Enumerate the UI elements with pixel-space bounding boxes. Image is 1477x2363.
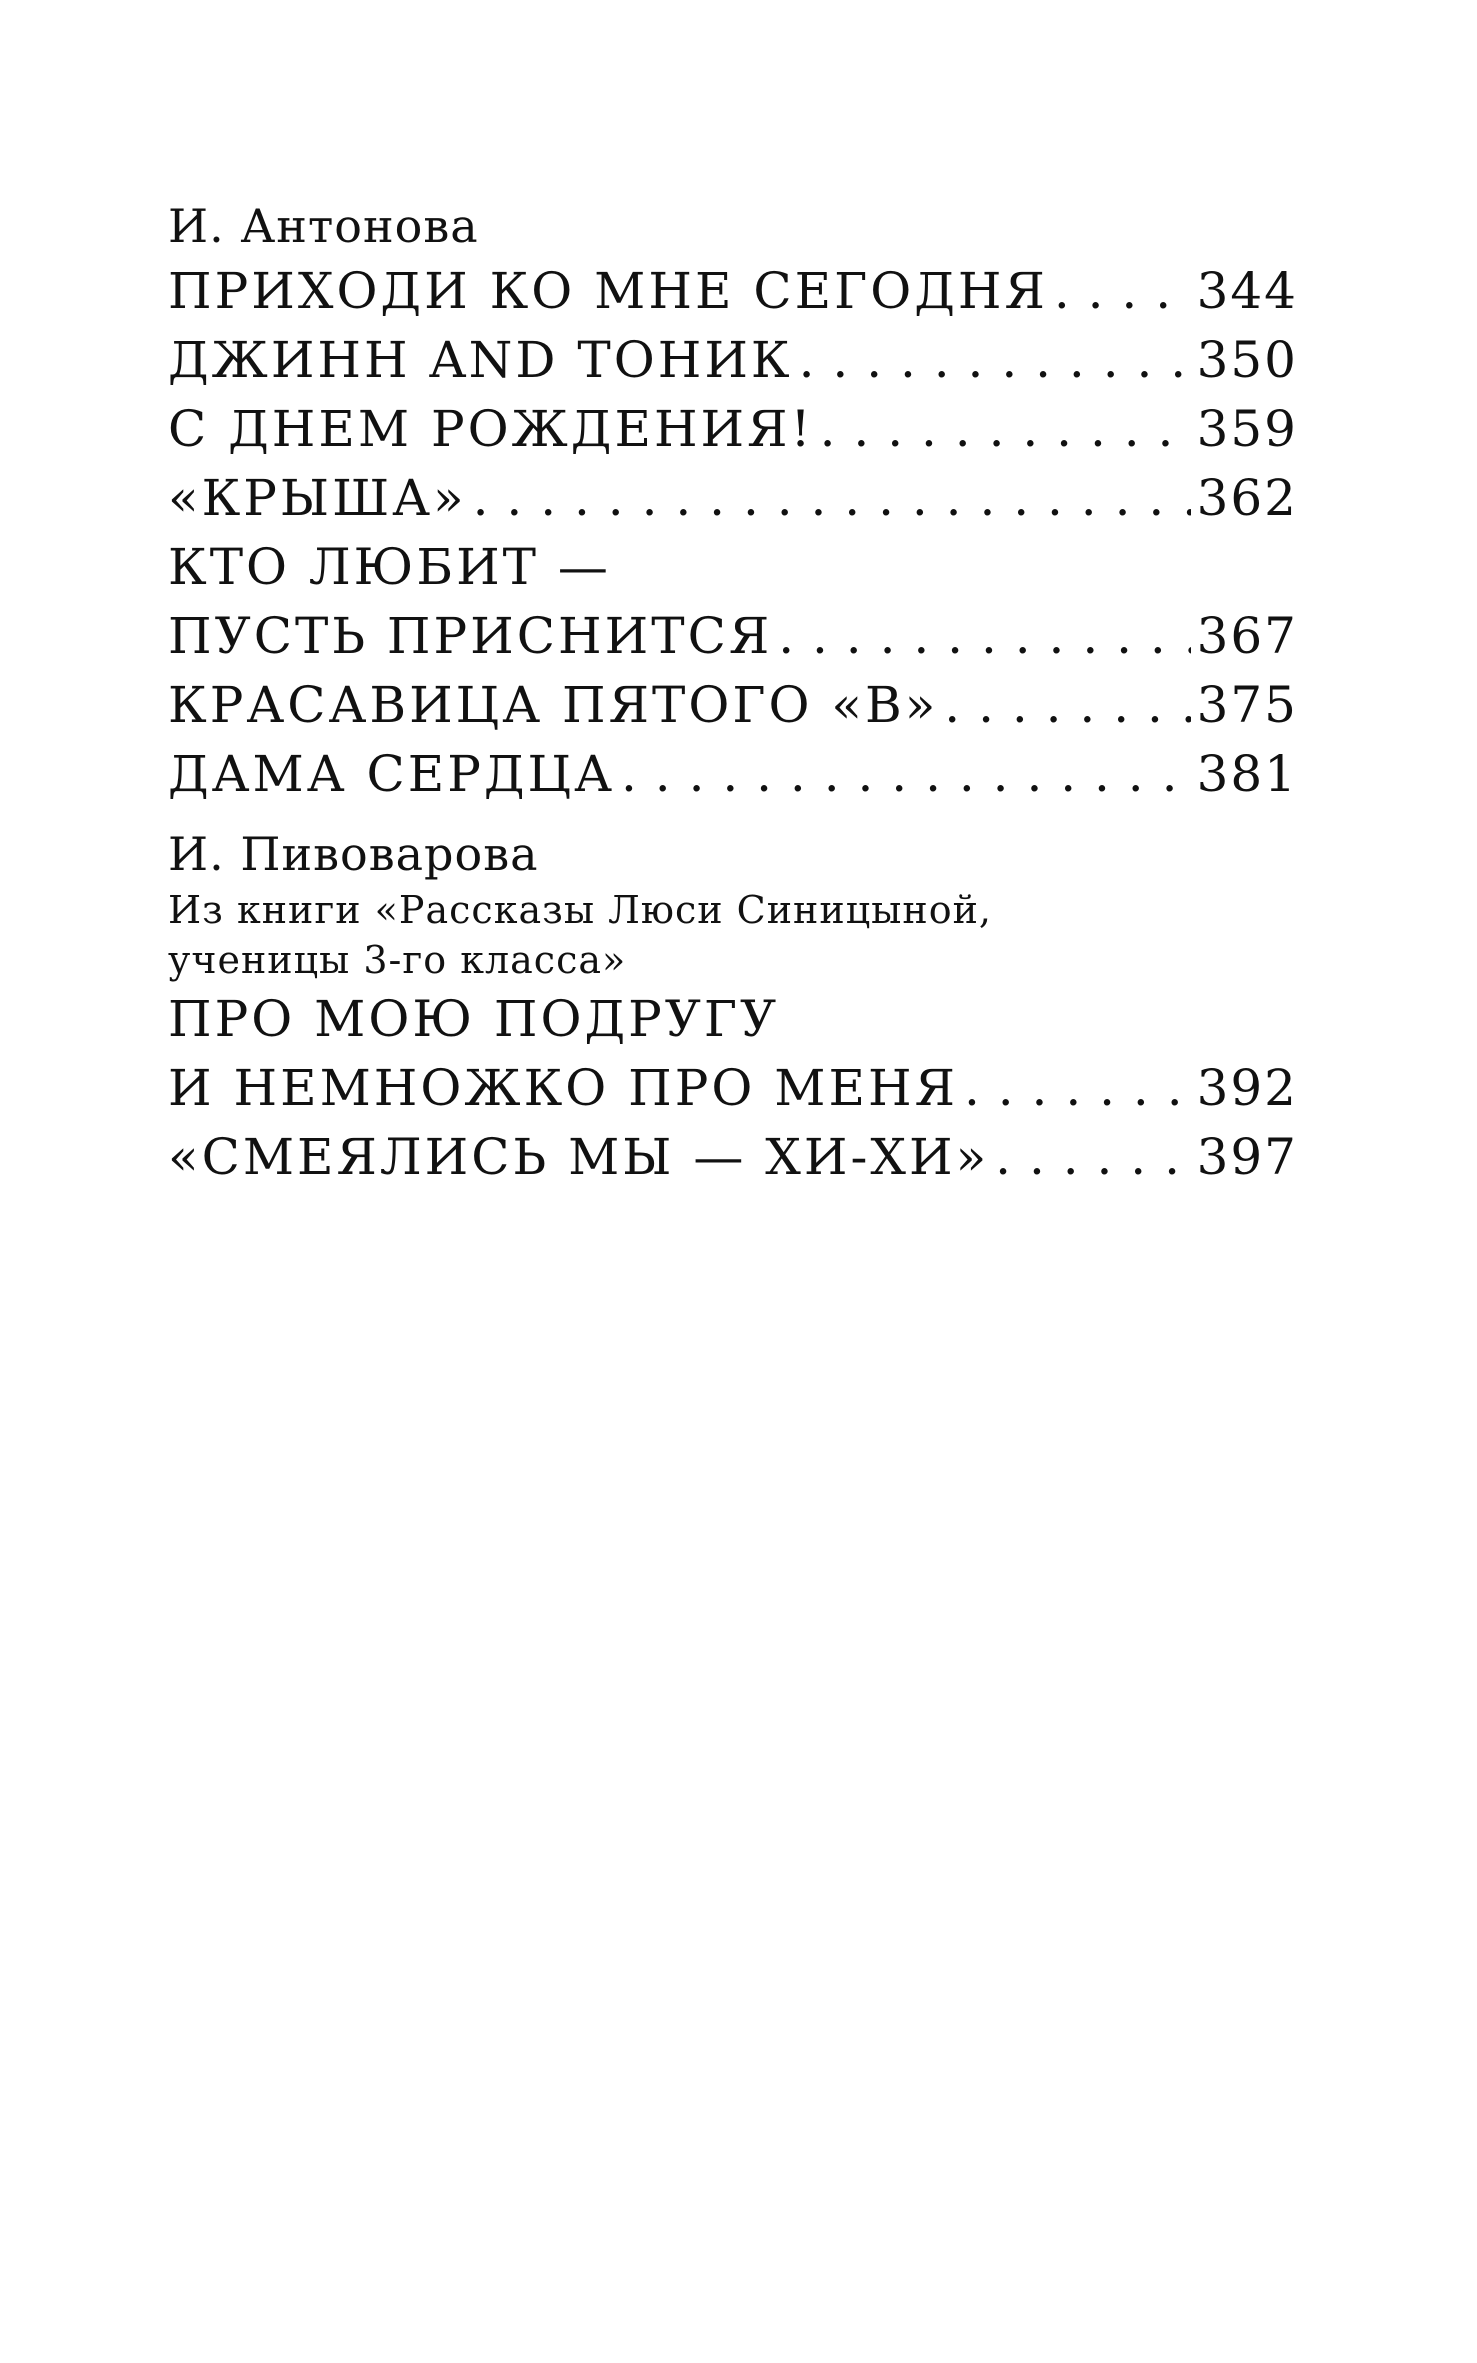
toc-entry-title: «СМЕЯЛИСЬ МЫ — ХИ-ХИ» [168, 1128, 990, 1186]
book-note: ученицы 3-го класса» [168, 938, 627, 982]
toc-entry[interactable] [168, 464, 1298, 533]
dot-leader [799, 326, 1191, 395]
toc-entry[interactable] [168, 326, 1298, 395]
toc-entry-page: 344 [1196, 262, 1298, 320]
toc-entry-title: ДЖИНН AND ТОНИК [168, 331, 793, 389]
toc-entry[interactable] [168, 257, 1298, 326]
toc-entry-title: ПРИХОДИ КО МНЕ СЕГОДНЯ [168, 262, 1048, 320]
toc-entry-page: 359 [1196, 400, 1298, 458]
toc-entry[interactable] [168, 985, 1298, 1054]
toc-entry[interactable] [168, 1054, 1298, 1123]
toc-entry[interactable] [168, 533, 1298, 602]
table-of-contents [168, 195, 1298, 1192]
toc-entry-title: ПУСТЬ ПРИСНИТСЯ [168, 607, 773, 665]
toc-entry-title: ДАМА СЕРДЦА [168, 745, 615, 803]
toc-entry-page: 375 [1196, 676, 1298, 734]
dot-leader [1054, 257, 1191, 326]
dot-leader [820, 395, 1191, 464]
toc-entry-page: 392 [1196, 1059, 1298, 1117]
toc-entry-page: 367 [1196, 607, 1298, 665]
toc-entry-page: 350 [1196, 331, 1298, 389]
dot-leader [473, 464, 1191, 533]
author-heading: И. Пивоварова [168, 827, 539, 881]
toc-entry-page: 362 [1196, 469, 1298, 527]
dot-leader [944, 671, 1190, 740]
toc-entry-page: 381 [1196, 745, 1298, 803]
toc-entry-page: 397 [1196, 1128, 1298, 1186]
toc-entry-title: И НЕМНОЖКО ПРО МЕНЯ [168, 1059, 958, 1117]
toc-entry[interactable] [168, 740, 1298, 809]
dot-leader [995, 1123, 1190, 1192]
book-note: Из книги «Рассказы Люси Синицыной, [168, 888, 992, 932]
toc-entry[interactable] [168, 395, 1298, 464]
toc-entry-title: ПРО МОЮ ПОДРУГУ [168, 990, 780, 1048]
toc-entry-title: КТО ЛЮБИТ — [168, 538, 611, 596]
toc-entry-title: С ДНЕМ РОЖДЕНИЯ! [168, 400, 814, 458]
dot-leader [778, 602, 1190, 671]
toc-entry-title: КРАСАВИЦА ПЯТОГО «В» [168, 676, 939, 734]
toc-entry[interactable] [168, 602, 1298, 671]
toc-entry-title: «КРЫША» [168, 469, 467, 527]
toc-entry[interactable] [168, 1123, 1298, 1192]
toc-entry[interactable] [168, 671, 1298, 740]
dot-leader [964, 1054, 1191, 1123]
dot-leader [621, 740, 1191, 809]
author-heading: И. Антонова [168, 199, 479, 253]
